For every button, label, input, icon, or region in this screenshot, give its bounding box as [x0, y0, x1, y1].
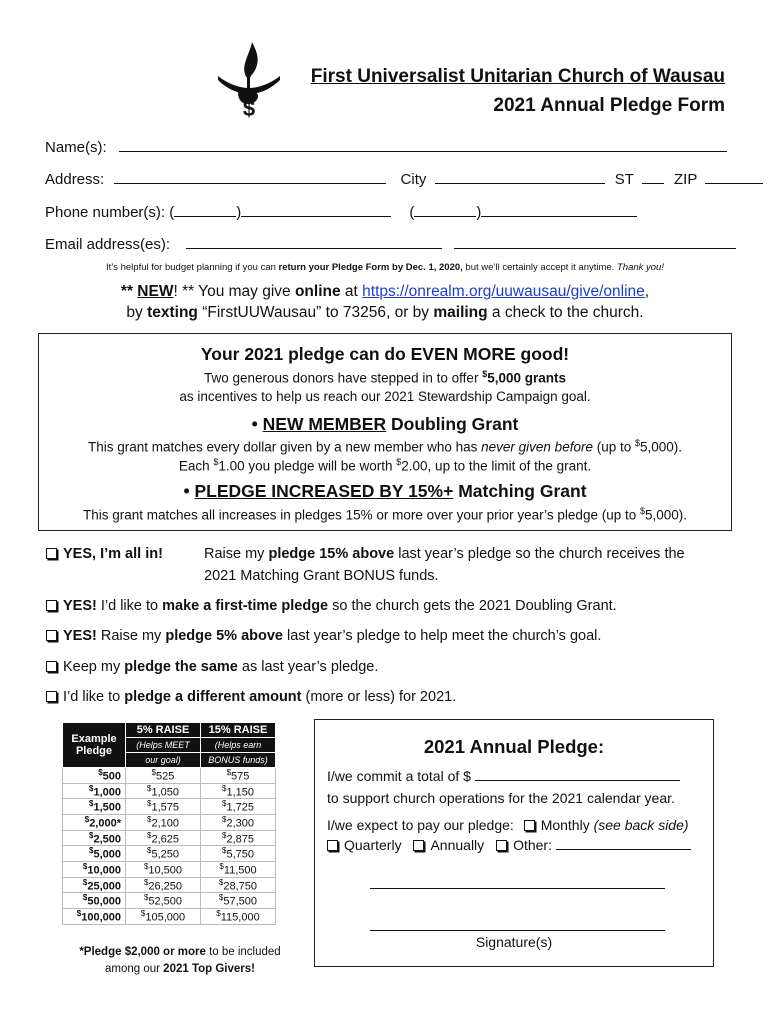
table-cell-ex: $10,000	[63, 861, 126, 877]
support-text: to support church operations for the 2021 calendar year.	[327, 790, 675, 806]
table-row	[63, 846, 276, 862]
address-label: Address:	[45, 171, 105, 188]
state-label: ST	[614, 171, 634, 188]
grants-heading: Your 2021 pledge can do EVEN MORE good!	[200, 344, 570, 364]
new-member-grant-title: • NEW MEMBER Doubling Grant	[251, 414, 519, 434]
table-row	[63, 799, 276, 815]
table-cell-r15: $57,500	[201, 893, 276, 909]
svg-text:$: $	[242, 96, 256, 118]
option-all-in-text-2: 2021 Matching Grant BONUS funds.	[204, 568, 439, 584]
church-name: First Universalist Unitarian Church of Wausau	[310, 66, 725, 87]
new-member-grant-text-2: Each $1.00 you pledge will be worth $2.00, up to the limit of the grant.	[178, 457, 592, 474]
checkbox-icon[interactable]	[46, 661, 57, 672]
table-cell-ex: $1,500	[63, 799, 126, 815]
checkbox-icon[interactable]	[46, 691, 57, 702]
quarterly-checkbox[interactable]	[327, 840, 338, 851]
table-cell-r5: $525	[126, 768, 201, 784]
table-row	[63, 908, 276, 924]
table-cell-r5: $2,100	[126, 814, 201, 830]
phone-number-field-2[interactable]	[481, 204, 637, 217]
city-field[interactable]	[435, 171, 605, 184]
checkbox-icon[interactable]	[46, 600, 57, 611]
table-cell-r5: $2,625	[126, 830, 201, 846]
address-field[interactable]	[114, 171, 386, 184]
table-cell-ex: $500	[63, 768, 126, 784]
table-header-example: Example Pledge	[63, 723, 126, 768]
phone-row: Phone number(s): ( ) ( )	[45, 204, 637, 221]
top-givers-note: *Pledge $2,000 or more to be included among our 2021 Top Givers!	[79, 946, 281, 975]
table-cell-r15: $115,000	[201, 908, 276, 924]
grants-box	[38, 333, 732, 531]
return-note: It’s helpful for budget planning if you can return your Pledge Form by Dec. 1, 2020, but we’ll certainly accept it anytime. Thank you!	[106, 262, 664, 273]
signature-line-2[interactable]	[370, 930, 665, 931]
new-member-grant-text-1: This grant matches every dollar given by a new member who has never given before (up to $5,000).	[87, 438, 683, 455]
table-cell-ex: $50,000	[63, 893, 126, 909]
pledge-total-field[interactable]	[475, 768, 680, 781]
pledge-increased-grant-text: This grant matches all increases in pledges 15% or more over your prior year’s pledge (up to $5,000).	[82, 506, 688, 523]
table-cell-r5: $10,500	[126, 861, 201, 877]
other-checkbox[interactable]	[496, 840, 507, 851]
table-cell-r15: $2,875	[201, 830, 276, 846]
table-cell-r5: $105,000	[126, 908, 201, 924]
email-row	[45, 236, 736, 253]
option-first-time[interactable]: YES! I’d like to make a first-time pledge so the church gets the 2021 Doubling Grant.	[46, 598, 617, 614]
table-row	[63, 893, 276, 909]
table-cell-r5: $52,500	[126, 893, 201, 909]
table-cell-r15: $28,750	[201, 877, 276, 893]
table-cell-r15: $1,725	[201, 799, 276, 815]
table-row	[63, 768, 276, 784]
pledge-increased-grant-title: • PLEDGE INCREASED BY 15%+ Matching Grant	[183, 481, 587, 501]
option-all-in[interactable]: YES, I’m all in!	[46, 546, 163, 562]
option-five-percent[interactable]: YES! Raise my pledge 5% above last year’s pledge to help meet the church’s goal.	[46, 628, 601, 644]
table-header-5: 5% RAISE	[126, 723, 201, 738]
phone-number-field-1[interactable]	[241, 204, 391, 217]
form-title: 2021 Annual Pledge Form	[493, 95, 725, 116]
phone-area-code-2[interactable]	[414, 204, 476, 217]
table-cell-r5: $1,575	[126, 799, 201, 815]
expect-row: I/we expect to pay our pledge: Monthly (see back side)	[327, 817, 689, 833]
table-row	[63, 877, 276, 893]
monthly-checkbox[interactable]	[524, 820, 535, 831]
option-same[interactable]: Keep my pledge the same as last year’s pledge.	[46, 659, 378, 675]
zip-field[interactable]	[705, 171, 763, 184]
online-giving-link[interactable]: https://onrealm.org/uuwausau/give/online	[362, 283, 645, 300]
table-cell-r5: $26,250	[126, 877, 201, 893]
grants-intro-1: Two generous donors have stepped in to offer $5,000 grants	[204, 369, 566, 386]
table-row	[63, 783, 276, 799]
commit-row: I/we commit a total of $	[327, 768, 680, 784]
online-giving-notice: ** NEW! ** You may give online at https://onrealm.org/uuwausau/give/online, by texting “FirstUUWausau” to 73256, or by mailing a check to the church.	[120, 283, 650, 321]
annual-pledge-title: 2021 Annual Pledge:	[423, 736, 605, 757]
grants-intro-2: as incentives to help us reach our 2021 Stewardship Campaign goal.	[179, 389, 591, 404]
email-field-1[interactable]	[186, 236, 442, 249]
table-cell-ex: $1,000	[63, 783, 126, 799]
table-row	[63, 830, 276, 846]
option-all-in-text: Raise my pledge 15% above last year’s pledge so the church receives the	[204, 546, 685, 562]
phone-label: Phone number(s):	[45, 204, 166, 221]
zip-label: ZIP	[673, 171, 698, 188]
names-label: Name(s):	[45, 139, 107, 156]
names-field[interactable]	[119, 139, 727, 152]
signature-label: Signature(s)	[475, 934, 553, 950]
table-cell-ex: $5,000	[63, 846, 126, 862]
address-row	[45, 171, 763, 188]
table-row	[63, 814, 276, 830]
table-cell-r15: $5,750	[201, 846, 276, 862]
table-cell-r5: $5,250	[126, 846, 201, 862]
table-row	[63, 861, 276, 877]
table-cell-r15: $1,150	[201, 783, 276, 799]
table-cell-r15: $11,500	[201, 861, 276, 877]
table-cell-ex: $100,000	[63, 908, 126, 924]
names-row	[45, 139, 727, 156]
city-label: City	[400, 171, 427, 188]
table-cell-r15: $2,300	[201, 814, 276, 830]
table-cell-r5: $1,050	[126, 783, 201, 799]
checkbox-icon[interactable]	[46, 548, 57, 559]
table-cell-ex: $2,500	[63, 830, 126, 846]
table-cell-ex: $25,000	[63, 877, 126, 893]
option-different[interactable]: I’d like to pledge a different amount (more or less) for 2021.	[46, 689, 456, 705]
signature-line-1[interactable]	[370, 888, 665, 889]
checkbox-icon[interactable]	[46, 630, 57, 641]
annual-pledge-box	[314, 719, 714, 967]
table-cell-r15: $575	[201, 768, 276, 784]
annually-checkbox[interactable]	[413, 840, 424, 851]
example-pledge-table: Example Pledge 5% RAISE 15% RAISE (Helps MEET (Helps earn our goal) BONUS funds) $500 $525 $575 $1,000 $1,050 $1,150 $1,500 $1,575 $1,725 $2,000* $2,100 $2,300 $2,500 $2,625 $2,875 $5,000 $5,250 $5,750 $10,000 $10,500 $11,500 $25,000 $26,250 $28,750 $50,000 $52,500 $57,500 $100,000 $105,000 $115,000	[62, 722, 276, 925]
table-header-15: 15% RAISE	[201, 723, 276, 738]
phone-area-code-1[interactable]	[174, 204, 236, 217]
other-field[interactable]	[556, 837, 691, 850]
email-label: Email address(es):	[45, 236, 171, 253]
state-field[interactable]	[642, 171, 664, 184]
frequency-row: Quarterly Annually Other:	[327, 837, 691, 853]
table-cell-ex: $2,000*	[63, 814, 126, 830]
email-field-2[interactable]	[454, 236, 736, 249]
